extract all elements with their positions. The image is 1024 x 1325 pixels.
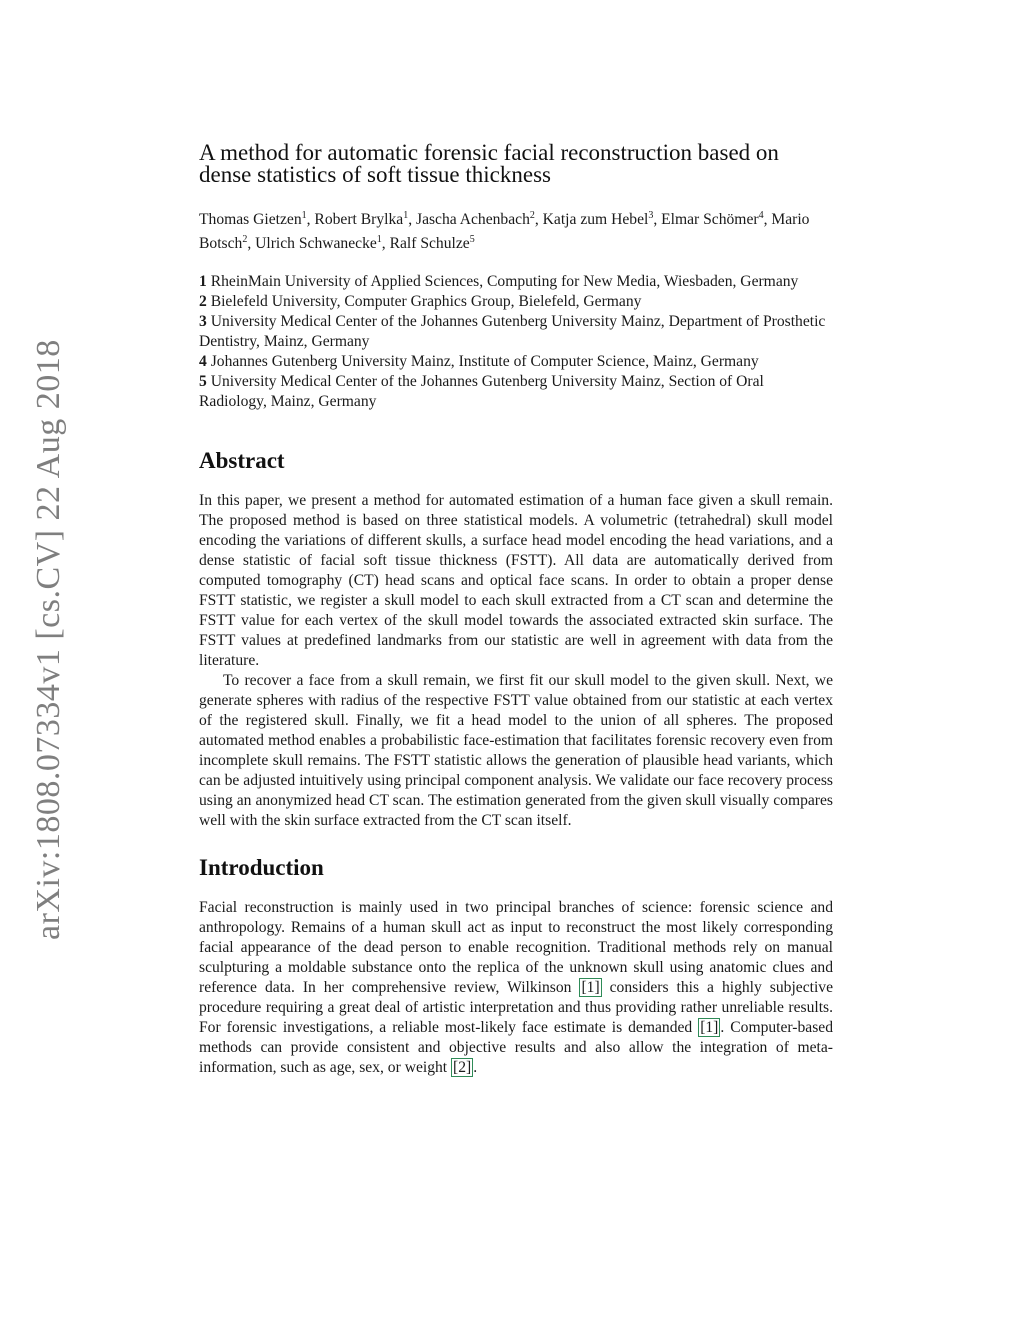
author-list: Thomas Gietzen$^1$, Robert Brylka$^1$, Jascha Achenbach$^2$, Katja zum Hebel$^3$, Elmar Schömer$^4$, Mario Botsch$^2$, Ulrich Schwanecke$^1$, Ralf Schulze$^5$ [199, 210, 810, 253]
affiliation-number: 2 [199, 293, 207, 311]
author-affiliation-mark: 5 [469, 234, 475, 246]
author-affiliation-mark: 1 [403, 210, 409, 221]
affiliation [199, 312, 833, 352]
author: Katja zum Hebel [542, 211, 649, 229]
arxiv-identifier: arXiv:1808.07334v1 [cs.CV] 22 Aug 2018 [30, 339, 67, 940]
affiliation [199, 272, 833, 292]
citation-link[interactable]: [1] [581, 979, 600, 997]
intro-text: Facial reconstruction is mainly used in two principal branches of science: forensic science and anthropology. Remains of a human skull act as input to reconstruct the most likely corresponding facial appearance of the dead person to enable recognition. Traditional methods rely on manual sculpturing a moldable substance onto the replica of the unknown skull using anatomic clues and reference data. In her comprehensive review, Wilkinson [199, 899, 833, 997]
author: Mario Botsch [199, 211, 810, 253]
abstract-paragraph-2: To recover a face from a skull remain, we first fit our skull model to the given skull. Next, we generate spheres with radius of the respective FSTT value obtained from our statistic at each vertex of the registered skull. Finally, we fit a head model to the union of all spheres. The proposed automated method enables a probabilistic face-estimation that facilitates forensic recovery even from incomplete skull remains. The FSTT statistic allows the generation of plausible head variants, which can be adjusted intuitively using principal component analysis. We validate our face recovery process using an anonymized head CT scan. The estimation generated from the given skull visually compares well with the skin surface extracted from the CT scan itself. [199, 672, 833, 830]
intro-text: considers this a highly subjective procedure requiring a great deal of artistic interpretation and thus providing rather unreliable results. For forensic investigations, a reliable most-likely face estimate is demanded [199, 979, 834, 1037]
author-affiliation-mark: 1 [301, 210, 307, 221]
introduction-paragraph [199, 898, 833, 1078]
author-affiliation-mark: 2 [529, 210, 535, 221]
author: Robert Brylka [314, 211, 404, 229]
citation-link[interactable]: [1] [700, 1019, 719, 1037]
affiliation-text: Bielefeld University, Computer Graphics Group, Bielefeld, Germany [210, 293, 642, 311]
affiliation-number: 4 [199, 353, 207, 371]
affiliation-text: Johannes Gutenberg University Mainz, Institute of Computer Science, Mainz, Germany [210, 353, 759, 371]
intro-text: . Computer-based methods can provide consistent and objective results and also allow the integration of meta-information, such as age, sex, or weight [199, 1019, 833, 1077]
author: Thomas Gietzen [199, 211, 302, 229]
affiliation-text: University Medical Center of the Johannes Gutenberg University Mainz, Department of Prosthetic Dentistry, Mainz, Germany [199, 313, 826, 351]
affiliation-text: University Medical Center of the Johannes Gutenberg University Mainz, Section of Oral Radiology, Mainz, Germany [199, 373, 764, 411]
introduction-heading: Introduction [199, 855, 324, 881]
author: Elmar Schömer [661, 211, 759, 229]
author: Jascha Achenbach [416, 211, 530, 229]
author-affiliation-mark: 2 [242, 234, 248, 246]
author-affiliation-mark: 3 [648, 210, 654, 221]
affiliation-number: 3 [199, 313, 207, 331]
author-affiliation-mark: 4 [758, 210, 764, 221]
affiliation [199, 352, 833, 372]
intro-text: . [473, 1059, 478, 1077]
paper-page [199, 142, 833, 1078]
affiliation-text: RheinMain University of Applied Sciences, Computing for New Media, Wiesbaden, Germany [210, 273, 799, 291]
author: Ulrich Schwanecke [255, 235, 377, 253]
affiliation-number: 5 [199, 373, 207, 391]
abstract-heading: Abstract [199, 448, 285, 474]
paper-title: A method for automatic forensic facial reconstruction based on dense statistics of soft tissue thickness [199, 140, 779, 187]
affiliation [199, 372, 833, 412]
author-affiliation-mark: 1 [376, 234, 382, 246]
citation-link[interactable]: [2] [453, 1059, 472, 1077]
affiliation-list [199, 272, 833, 412]
author: Ralf Schulze [389, 235, 470, 253]
affiliation-number: 1 [199, 273, 207, 291]
abstract-paragraph-1: In this paper, we present a method for automated estimation of a human face given a skull remain. The proposed method is based on three statistical models. A volumetric (tetrahedral) skull model encoding the variations of different skulls, a surface head model encoding the head variations, and a dense statistic of facial soft tissue thickness (FSTT). All data are automatically derived from computed tomography (CT) head scans and optical face scans. In order to obtain a proper dense FSTT statistic, we register a skull model to each skull extracted from a CT scan and determine the FSTT value for each vertex of the skull model towards the associated extracted skin surface. The FSTT values at predefined landmarks from our statistic are well in agreement with data from the literature. [199, 492, 833, 670]
affiliation [199, 292, 833, 312]
